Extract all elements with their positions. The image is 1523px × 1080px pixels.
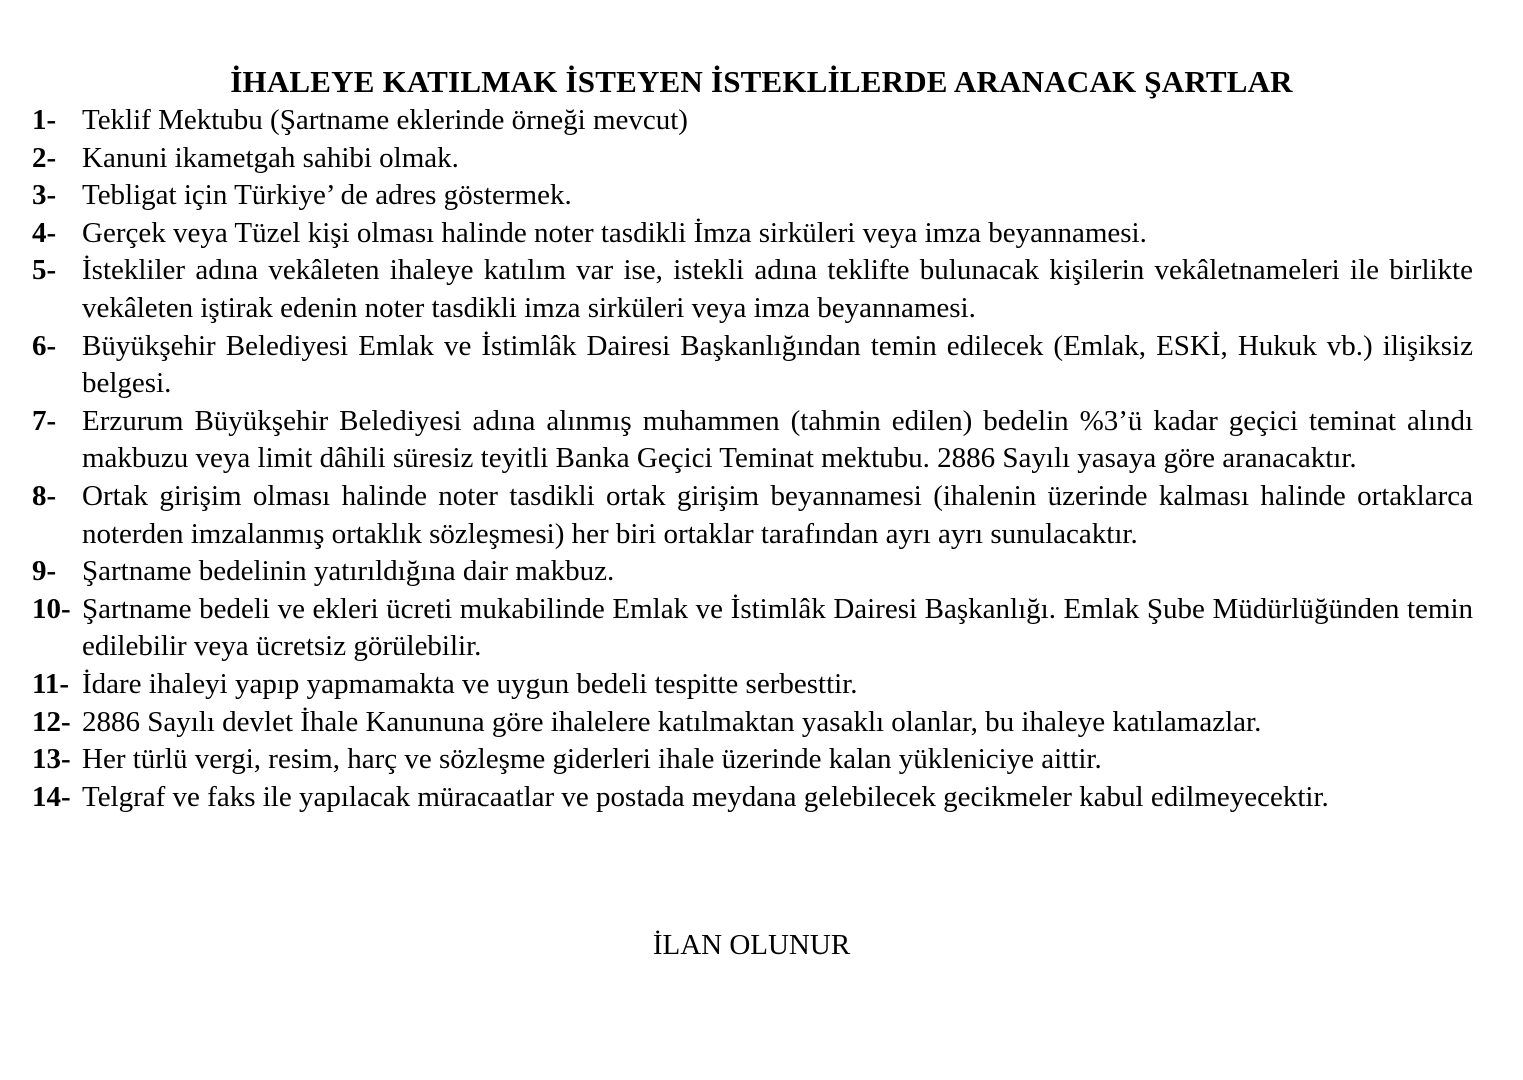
list-item (32, 140, 1473, 178)
item-text: Her türlü vergi, resim, harç ve sözleşme giderleri ihale üzerinde kalan yükleniciye aittir. (82, 743, 1102, 776)
conditions-list (32, 102, 1473, 816)
item-text: Kanuni ikametgah sahibi olmak. (82, 141, 459, 174)
item-text: Erzurum Büyükşehir Belediyesi adına alınmış muhammen (tahmin edilen) bedelin %3’ü kadar geçici teminat alındı makbuzu veya limit dâhili süresiz teyitli Banka Geçici Teminat mektubu. 2886 Sayılı yasaya göre aranacaktır. (82, 404, 1473, 475)
item-text: İstekliler adına vekâleten ihaleye katılım var ise, istekli adına teklifte bulunacak kişilerin vekâletnameleri ile birlikte vekâleten iştirak edenin noter tasdikli imza sirküleri veya imza beyannamesi. (82, 254, 1473, 324)
item-text: Telgraf ve faks ile yapılacak müracaatlar ve postada meydana gelebilecek gecikmeler kabul edilmeyecektir. (82, 780, 1329, 813)
item-text: Teklif Mektubu (Şartname eklerinde örneği mevcut) (82, 104, 688, 136)
list-item (32, 102, 1473, 140)
list-item (32, 704, 1473, 742)
item-number: 9- (32, 555, 57, 588)
item-number: 7- (32, 404, 57, 437)
list-item (32, 215, 1473, 253)
list-item (32, 403, 1473, 478)
item-text: Şartname bedelinin yatırıldığına dair makbuz. (82, 555, 615, 588)
item-number: 2- (32, 141, 57, 174)
closing-announcement: İLAN OLUNUR (652, 929, 851, 961)
list-item (32, 252, 1473, 327)
item-number: 11- (32, 667, 70, 700)
list-item (32, 666, 1473, 704)
item-number: 3- (32, 179, 57, 212)
item-number: 8- (32, 479, 57, 512)
list-item (32, 328, 1473, 403)
item-number: 12- (32, 705, 71, 738)
item-number: 5- (32, 254, 57, 287)
list-item (32, 478, 1473, 553)
item-text: 2886 Sayılı devlet İhale Kanununa göre ihalelere katılmaktan yasaklı olanlar, bu ihaleye katılamazlar. (82, 705, 1262, 738)
item-number: 4- (32, 216, 57, 249)
item-number: 6- (32, 329, 57, 362)
list-item (32, 177, 1473, 215)
item-text: Şartname bedeli ve ekleri ücreti mukabilinde Emlak ve İstimlâk Dairesi Başkanlığı. Emlak Şube Müdürlüğünden temin edilebilir veya ücretsiz görülebilir. (82, 592, 1473, 663)
item-number: 14- (32, 780, 71, 813)
list-item (32, 553, 1473, 591)
list-item (32, 591, 1473, 666)
item-text: Tebligat için Türkiye’ de adres göstermek. (82, 179, 572, 212)
list-item (32, 741, 1473, 779)
item-text: Gerçek veya Tüzel kişi olması halinde noter tasdikli İmza sirküleri veya imza beyannamesi. (82, 216, 1147, 249)
item-number: 10- (32, 592, 71, 625)
item-number: 1- (32, 104, 57, 136)
item-text: Ortak girişim olması halinde noter tasdikli ortak girişim beyannamesi (ihalenin üzerinde kalması halinde ortaklarca noterden imzalanmış ortaklık sözleşmesi) her biri ortaklar tarafından ayrı ayrı sunulacaktır. (82, 479, 1473, 550)
list-item (32, 779, 1473, 817)
item-text: İdare ihaleyi yapıp yapmamakta ve uygun bedeli tespitte serbesttir. (82, 667, 858, 700)
item-text: Büyükşehir Belediyesi Emlak ve İstimlâk Dairesi Başkanlığından temin edilecek (Emlak, ESKİ, Hukuk vb.) ilişiksiz belgesi. (82, 329, 1473, 400)
item-number: 13- (32, 743, 71, 776)
document-title: İHALEYE KATILMAK İSTEYEN İSTEKLİLERDE ARANACAK ŞARTLAR (230, 64, 1293, 99)
